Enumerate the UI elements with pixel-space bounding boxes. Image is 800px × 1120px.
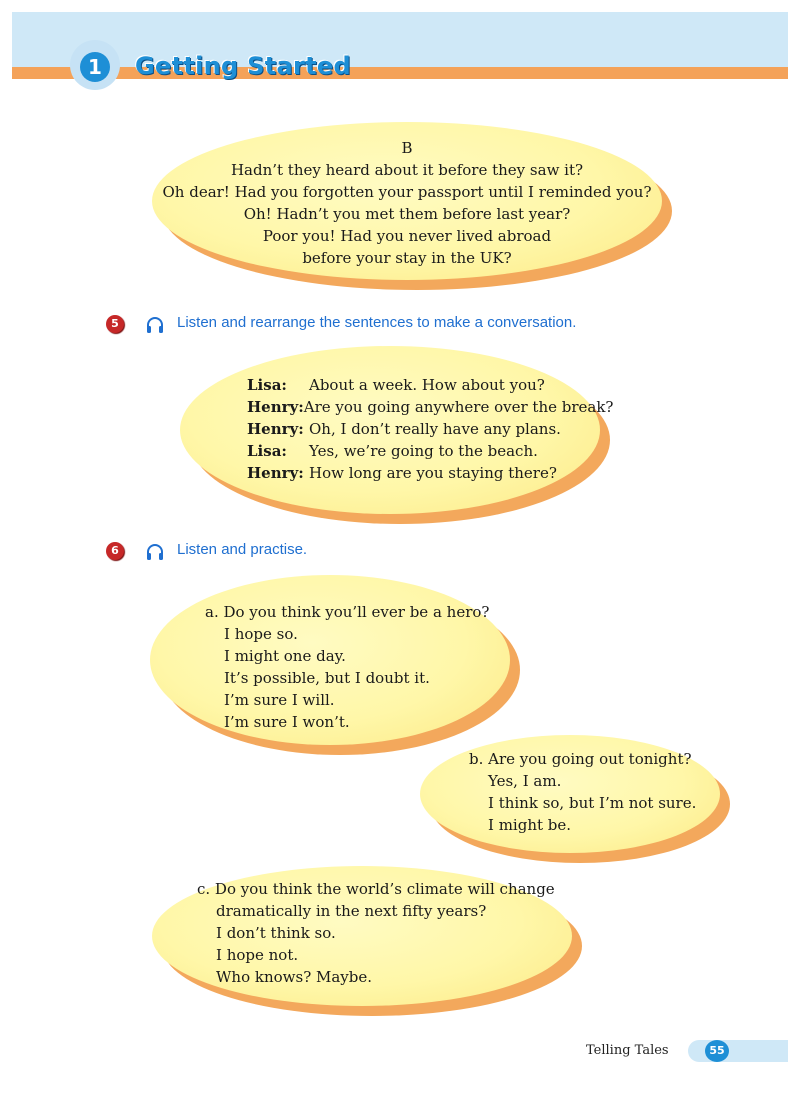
bubble-a-answer: It’s possible, but I doubt it. [224, 669, 430, 687]
speaker-label: Henry: [247, 398, 304, 416]
speech-bubble-b-answers [420, 735, 720, 853]
dialogue-text: About a week. How about you? [309, 376, 545, 394]
footer-band [688, 1040, 788, 1062]
bubble-c-answer: I hope not. [216, 946, 299, 964]
exercise-5-instruction: Listen and rearrange the sentences to make a conversation. [177, 314, 577, 331]
bubble-b-answer: Yes, I am. [488, 772, 562, 790]
bubble-b-line: Oh dear! Had you forgotten your passport until I reminded you? [162, 183, 652, 201]
dialogue-text: Oh, I don’t really have any plans. [309, 420, 561, 438]
dialogue-text: Are you going anywhere over the break? [303, 398, 614, 416]
headphones-icon[interactable] [145, 542, 165, 562]
dialogue-line [247, 396, 614, 418]
bubble-c-answer: Who knows? Maybe. [216, 968, 373, 986]
bubble-b-line: Oh! Hadn’t you met them before last year? [243, 205, 571, 223]
bubble-b-line: Hadn’t they heard about it before they saw it? [230, 161, 584, 179]
bubble-b-line: Poor you! Had you never lived abroad [262, 227, 552, 245]
exercise-6-number: 6 [106, 542, 124, 560]
bubble-c-question: c. Do you think the world’s climate will change [197, 880, 555, 898]
bubble-c-answer: I don’t think so. [216, 924, 336, 942]
dialogue-bubble [180, 346, 614, 514]
dialogue-line [247, 462, 600, 484]
headphones-icon[interactable] [145, 315, 165, 335]
bubble-b-answer: I think so, but I’m not sure. [488, 794, 697, 812]
dialogue-line [247, 418, 600, 440]
bubble-c-question-cont: dramatically in the next fifty years? [216, 902, 487, 920]
speaker-label: Lisa: [247, 376, 287, 394]
book-title: Telling Tales [586, 1043, 669, 1058]
speech-bubble-b [152, 122, 662, 280]
dialogue-text: Yes, we’re going to the beach. [309, 442, 538, 460]
dialogue-line [247, 440, 600, 462]
bubble-b-line: before your stay in the UK? [302, 249, 512, 267]
bubble-b-question: b. Are you going out tonight? [469, 750, 692, 768]
speech-bubble-a [150, 575, 510, 745]
bubble-a-answer: I might one day. [224, 647, 346, 665]
unit-number: 1 [80, 52, 110, 82]
exercise-5-number: 5 [106, 315, 124, 333]
speech-bubble-c [152, 866, 572, 1006]
bubble-a-answer: I’m sure I won’t. [224, 713, 350, 731]
page-title: Getting Started [135, 52, 351, 80]
dialogue-line [247, 374, 600, 396]
bubble-b-heading: B [401, 139, 413, 157]
header-stripe [12, 67, 788, 79]
bubble-a-answer: I’m sure I will. [224, 691, 335, 709]
page-number: 55 [705, 1040, 729, 1062]
bubble-b-answer: I might be. [488, 816, 572, 834]
speaker-label: Henry: [247, 420, 304, 438]
header-band [12, 12, 788, 70]
speaker-label: Henry: [247, 464, 304, 482]
bubble-a-answer: I hope so. [224, 625, 298, 643]
dialogue-text: How long are you staying there? [309, 464, 557, 482]
speaker-label: Lisa: [247, 442, 287, 460]
exercise-6-instruction: Listen and practise. [177, 541, 308, 558]
bubble-a-question: a. Do you think you’ll ever be a hero? [205, 603, 490, 621]
